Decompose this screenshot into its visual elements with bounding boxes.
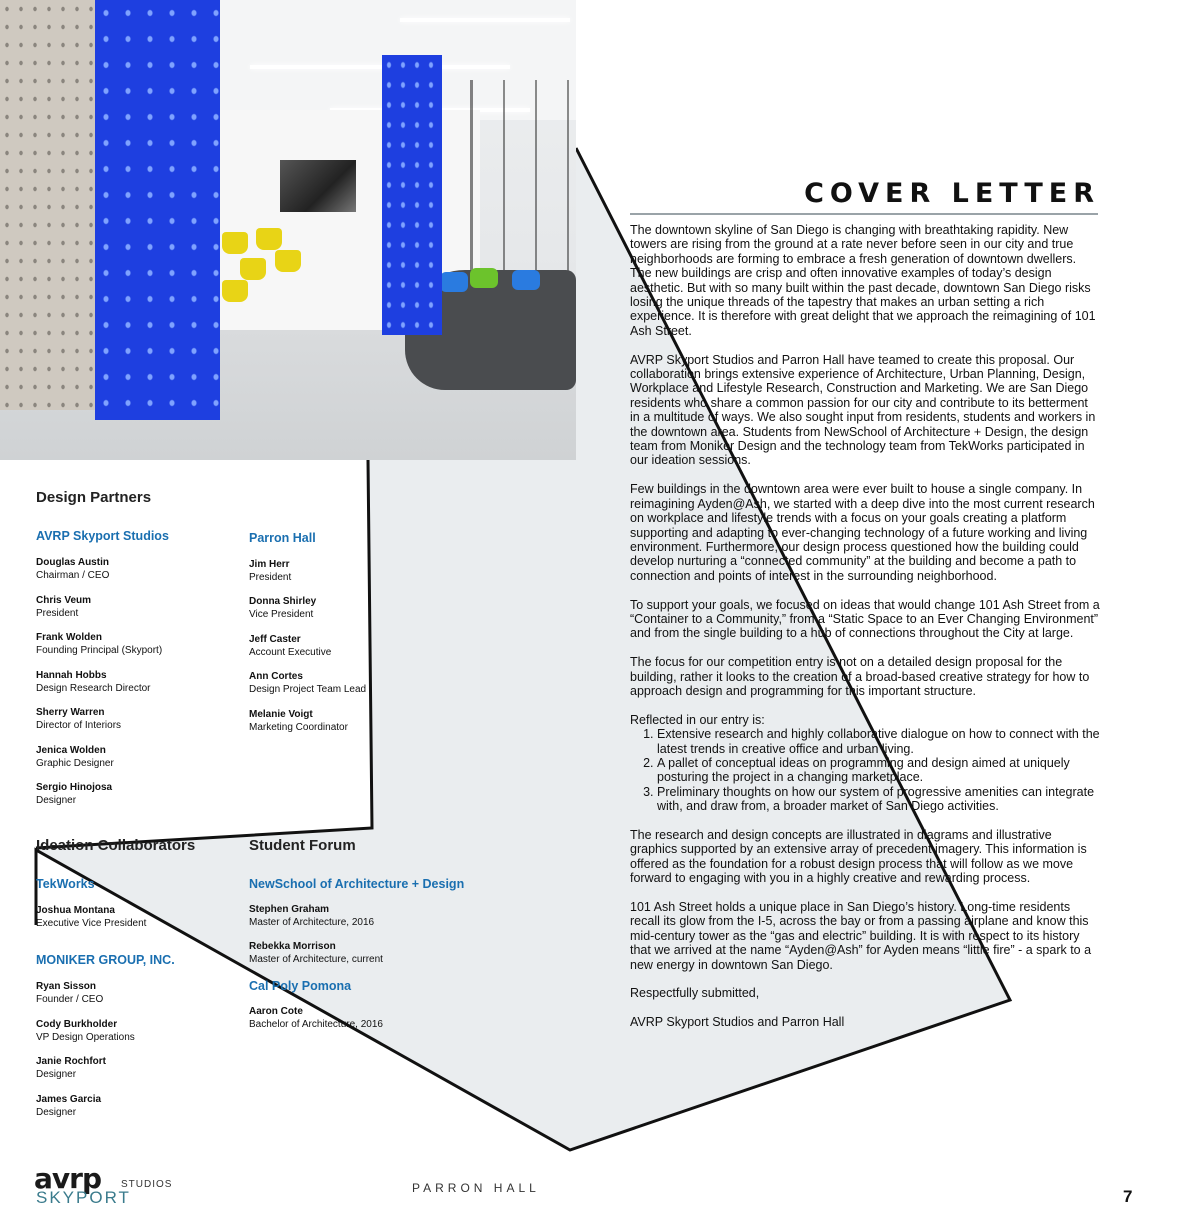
team-member	[249, 904, 374, 929]
team-member	[249, 559, 291, 584]
team-member	[36, 632, 162, 657]
member-name: Frank Wolden	[36, 632, 102, 643]
member-role: Chairman / CEO	[36, 569, 110, 581]
avrp-logo-skyport: SKYPORT	[36, 1188, 131, 1207]
page-number: 7	[1123, 1187, 1133, 1206]
team-member	[36, 670, 151, 695]
member-role: Account Executive	[249, 646, 332, 658]
member-role: Graphic Designer	[36, 757, 114, 769]
member-name: Joshua Montana	[36, 905, 115, 916]
team-member	[36, 782, 112, 807]
member-name: Melanie Voigt	[249, 709, 313, 720]
student-forum-title: Student Forum	[249, 837, 356, 854]
list-item: 3. Preliminary thoughts on how our system of progressive amenities can integrate with, and draw from, a broader market of San Diego activities.	[657, 785, 1100, 814]
team-member	[249, 671, 366, 696]
member-name: Douglas Austin	[36, 557, 109, 568]
title-rule	[630, 213, 1098, 215]
team-member	[36, 557, 109, 582]
team-member	[36, 1094, 101, 1119]
team-member	[36, 1056, 106, 1081]
org-avrp: AVRP Skyport Studios	[36, 529, 169, 543]
member-name: Sherry Warren	[36, 707, 105, 718]
team-member	[36, 707, 121, 732]
team-member	[249, 941, 383, 966]
signature: AVRP Skyport Studios and Parron Hall	[630, 1015, 845, 1030]
team-member	[36, 905, 146, 930]
member-role: Vice President	[249, 608, 314, 620]
ideation-title: Ideation Collaborators	[36, 837, 196, 854]
team-member	[36, 981, 103, 1006]
member-name: Jeff Caster	[249, 634, 301, 645]
letter-paragraph: The research and design concepts are illustrated in diagrams and illustrative graphics supported by an extensive array of precedent imagery. This information is offered as the foundation for a robust design process that will follow as we move forward to engaging with you in a highly creative and rewarding process.	[630, 827, 1087, 886]
design-partners-title: Design Partners	[36, 489, 152, 506]
member-role: Marketing Coordinator	[249, 721, 348, 733]
member-name: Chris Veum	[36, 595, 92, 606]
member-role: Founding Principal (Skyport)	[36, 644, 163, 656]
member-name: James Garcia	[36, 1094, 102, 1105]
member-name: Aaron Cote	[249, 1006, 303, 1017]
team-member	[249, 709, 348, 734]
member-name: Hannah Hobbs	[36, 670, 107, 681]
letter-paragraph: Few buildings in the downtown area were ever built to house a single company. In reimagining Ayden@Ash, we started with a deep dive into the most current research on workplace and lifestyle trends with a focus on your goals creating a platform supporting and adapting to ever-changing technology of a future working and living environment. Furthermore, our design process questioned how the building could develop nurturing a “connected community” at the building and become a path to connection and points of interest in the surrounding neighborhood.	[630, 482, 1095, 583]
member-name: Jim Herr	[249, 559, 290, 570]
avrp-logo-studios: STUDIOS	[121, 1179, 173, 1190]
avrp-logo: avrp	[34, 1162, 101, 1195]
page-title: COVER LETTER	[804, 178, 1100, 209]
letter-paragraph: The downtown skyline of San Diego is changing with breathtaking rapidity. New towers are rising from the ground at a rate never before seen in our city and true neighborhoods are forming to embrace a fresh generation of downtown dwellers. The new buildings are crisp and often innovative examples of today’s design aesthetic. But with so many built within the past decade, downtown San Diego risks losing the unique threads of the tapestry that makes an urban setting a rich experience. It is therefore with great delight that we approach the reimagining of 101 Ash Street.	[630, 223, 1096, 338]
member-role: Designer	[36, 1068, 77, 1080]
member-name: Stephen Graham	[249, 904, 330, 915]
member-role: Director of Interiors	[36, 719, 122, 731]
member-name: Ryan Sisson	[36, 981, 97, 992]
member-role: Bachelor of Architecture, 2016	[249, 1018, 383, 1030]
member-role: President	[249, 571, 292, 583]
office-interior-photo	[0, 0, 576, 460]
member-role: Design Project Team Lead	[249, 683, 367, 695]
org-tekworks: TekWorks	[36, 877, 95, 891]
team-member	[36, 745, 114, 770]
team-member	[36, 1019, 135, 1044]
letter-paragraph: The focus for our competition entry is not on a detailed design proposal for the building, rather it looks to the creation of a broad-based creative strategy for how to approach design and programming for this important structure.	[630, 655, 1090, 698]
org-parron: Parron Hall	[249, 531, 316, 545]
member-role: Executive Vice President	[36, 917, 147, 929]
org-calpoly: Cal Poly Pomona	[249, 979, 352, 993]
letter-paragraph: To support your goals, we focused on ideas that would change 101 Ash Street from a “Container to a Community,” from a “Static Space to an Ever Changing Environment” and from the single building to a hub of connections throughout the City at large.	[630, 597, 1100, 641]
member-name: Ann Cortes	[249, 671, 303, 682]
entry-list	[630, 727, 1100, 813]
cover-letter-body	[630, 223, 1100, 1044]
member-role: President	[36, 607, 79, 619]
letter-paragraph: 101 Ash Street holds a unique place in San Diego’s history. Long-time residents recall its glow from the I-5, across the bay or from a passing airplane and know this mid-century tower as the “gas and electric” building. It is with respect to its history that we arrived at the name “Ayden@Ash” for Ayden means “little fire” - a spark to a new energy in downtown San Diego.	[630, 899, 1092, 972]
org-moniker: MONIKER GROUP, INC.	[36, 953, 175, 967]
member-name: Jenica Wolden	[36, 745, 106, 756]
list-item: 1. Extensive research and highly collaborative dialogue on how to connect with the latest trends in creative office and urban living.	[657, 727, 1100, 756]
member-role: Designer	[36, 794, 77, 806]
letter-paragraph: AVRP Skyport Studios and Parron Hall have teamed to create this proposal. Our collaboration brings extensive experience of Architecture, Urban Planning, Design, Workplace and Lifestyle Research, Construction and Marketing. We are San Diego residents who share a common passion for our city and contribute to its betterment in a multitude of ways. We also sought input from residents, students and workers in the downtown area. Students from NewSchool of Architecture + Design, the design team from Moniker Design and the technology team from TekWorks participated in our ideation sessions.	[630, 352, 1096, 468]
list-intro: Reflected in our entry is:	[630, 712, 765, 727]
member-role: Master of Architecture, 2016	[249, 916, 375, 928]
member-role: Designer	[36, 1106, 77, 1118]
team-member	[249, 596, 316, 621]
member-name: Donna Shirley	[249, 596, 317, 607]
member-role: Design Research Director	[36, 682, 151, 694]
list-item: 2. A pallet of conceptual ideas on programming and design aimed at uniquely posturing the project in a changing marketplace.	[657, 756, 1100, 785]
member-role: Founder / CEO	[36, 993, 104, 1005]
parron-hall-logo: PARRON HALL	[412, 1181, 540, 1195]
team-member	[36, 595, 91, 620]
member-name: Sergio Hinojosa	[36, 782, 113, 793]
member-role: Master of Architecture, current	[249, 953, 383, 965]
member-name: Janie Rochfort	[36, 1056, 107, 1067]
team-member	[249, 1006, 383, 1031]
member-role: VP Design Operations	[36, 1031, 135, 1043]
team-member	[249, 634, 331, 659]
member-name: Cody Burkholder	[36, 1019, 118, 1030]
closing: Respectfully submitted,	[630, 986, 760, 1001]
member-name: Rebekka Morrison	[249, 941, 336, 952]
org-newschool: NewSchool of Architecture + Design	[249, 877, 465, 891]
